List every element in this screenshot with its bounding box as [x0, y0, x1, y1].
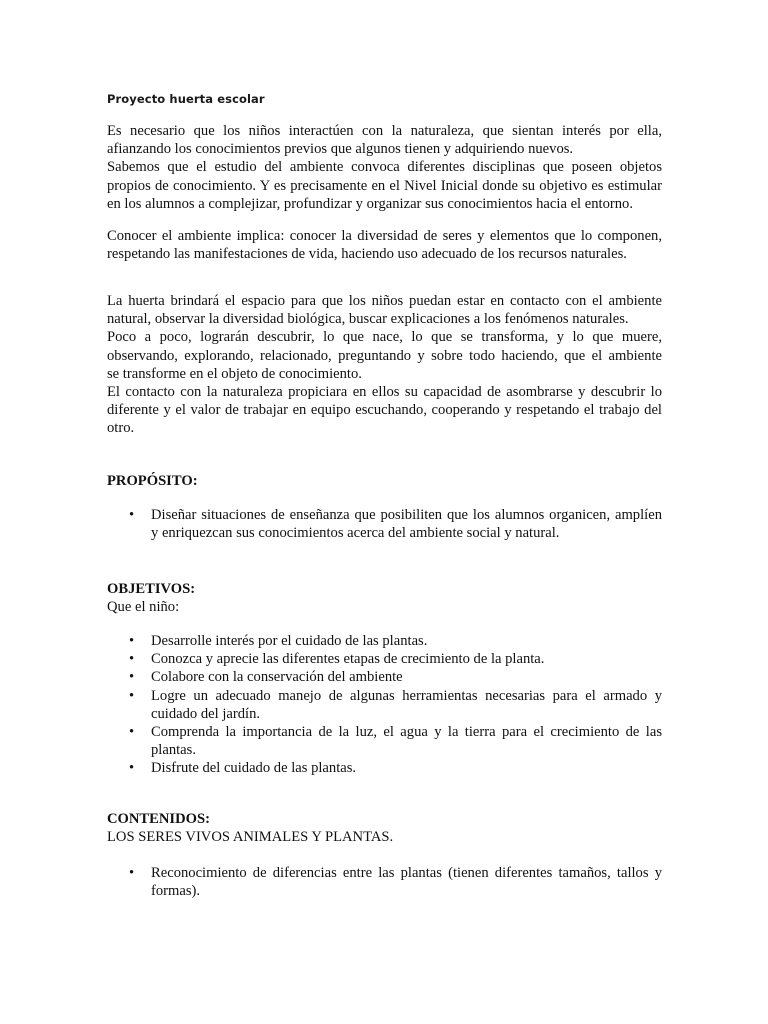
text-line: La huerta brindará el espacio para que los niños puedan estar en contacto con el ambiente: [107, 293, 662, 309]
list-item: [107, 759, 662, 777]
text-line: formas).: [151, 883, 201, 900]
text-line: observando, explorando, relacionado, preguntando y sobre todo haciendo, que el ambiente: [107, 347, 662, 364]
bullet-icon: •: [129, 760, 135, 777]
text-line: otro.: [107, 420, 135, 437]
list-item: [107, 668, 662, 686]
text-line: Sabemos que el estudio del ambiente convoca diferentes disciplinas que poseen objetos: [107, 159, 662, 176]
list-item: [107, 650, 662, 668]
text-line: El contacto con la naturaleza propiciara en ellos su capacidad de asombrarse y descubrir lo: [107, 384, 662, 401]
text-line: Reconocimiento de diferencias entre las plantas (tienen diferentes tamaños, tallos y: [151, 865, 662, 881]
bullet-icon: •: [129, 669, 135, 686]
intro-paragraph-3: [107, 292, 662, 438]
text-line: cuidado del jardín.: [151, 705, 261, 722]
contenidos-subheading: LOS SERES VIVOS ANIMALES Y PLANTAS.: [107, 829, 394, 845]
proposito-list: [107, 506, 662, 542]
text-line: Colabore con la conservación del ambiente: [151, 669, 403, 686]
text-line: diferente y el valor de trabajar en equipo escuchando, cooperando y respetando el trabajo del: [107, 402, 662, 419]
proposito-heading: PROPÓSITO:: [107, 473, 198, 489]
contenidos-list: [107, 864, 662, 900]
intro-paragraph-2: [107, 227, 662, 263]
text-line: Disfrute del cuidado de las plantas.: [151, 760, 357, 777]
bullet-icon: •: [129, 724, 135, 741]
text-line: Comprenda la importancia de la luz, el agua y la tierra para el crecimiento de las: [151, 724, 662, 741]
bullet-icon: •: [129, 687, 135, 704]
list-item: [107, 864, 662, 900]
intro-paragraph-1: [107, 122, 662, 213]
contenidos-heading: CONTENIDOS:: [107, 811, 210, 827]
list-item: [107, 687, 662, 723]
text-line: Conocer el ambiente implica: conocer la diversidad de seres y elementos que lo componen,: [107, 228, 662, 244]
list-item: [107, 723, 662, 759]
text-line: en los alumnos a complejizar, profundizar y organizar sus conocimientos hacia el entorno.: [107, 195, 633, 212]
bullet-icon: •: [129, 633, 135, 649]
text-line: natural, observar la diversidad biológica, buscar explicaciones a los fenómenos naturales.: [107, 311, 629, 328]
objetivos-subheading: Que el niño:: [107, 599, 180, 615]
bullet-icon: •: [129, 507, 135, 523]
text-line: Es necesario que los niños interactúen con la naturaleza, que sientan interés por ella,: [107, 123, 662, 139]
text-line: Desarrolle interés por el cuidado de las plantas.: [151, 633, 428, 649]
text-line: Logre un adecuado manejo de algunas herramientas necesarias para el armado y: [151, 687, 662, 704]
text-line: y enriquezcan sus conocimientos acerca del ambiente social y natural.: [151, 525, 560, 542]
text-line: se transforme en el objeto de conocimiento.: [107, 365, 362, 382]
list-item: [107, 632, 662, 650]
text-line: Conozca y aprecie las diferentes etapas de crecimiento de la planta.: [151, 651, 545, 668]
list-item: [107, 506, 662, 542]
bullet-icon: •: [129, 865, 135, 881]
text-line: Poco a poco, lograrán descubrir, lo que nace, lo que se transforma, y lo que muere,: [107, 329, 662, 346]
text-line: plantas.: [151, 742, 196, 759]
text-line: propios de conocimiento. Y es precisamente en el Nivel Inicial donde su objetivo es estimular: [107, 177, 662, 194]
text-line: afianzando los conocimientos previos que algunos tienen y adquiriendo nuevos.: [107, 141, 574, 158]
text-line: Diseñar situaciones de enseñanza que posibiliten que los alumnos organicen, amplíen: [151, 507, 662, 523]
text-line: respetando las manifestaciones de vida, haciendo uso adecuado de los recursos naturales.: [107, 246, 627, 263]
bullet-icon: •: [129, 651, 135, 668]
objetivos-list: [107, 632, 662, 778]
document-title: Proyecto huerta escolar: [107, 92, 265, 106]
objetivos-heading: OBJETIVOS:: [107, 581, 196, 597]
